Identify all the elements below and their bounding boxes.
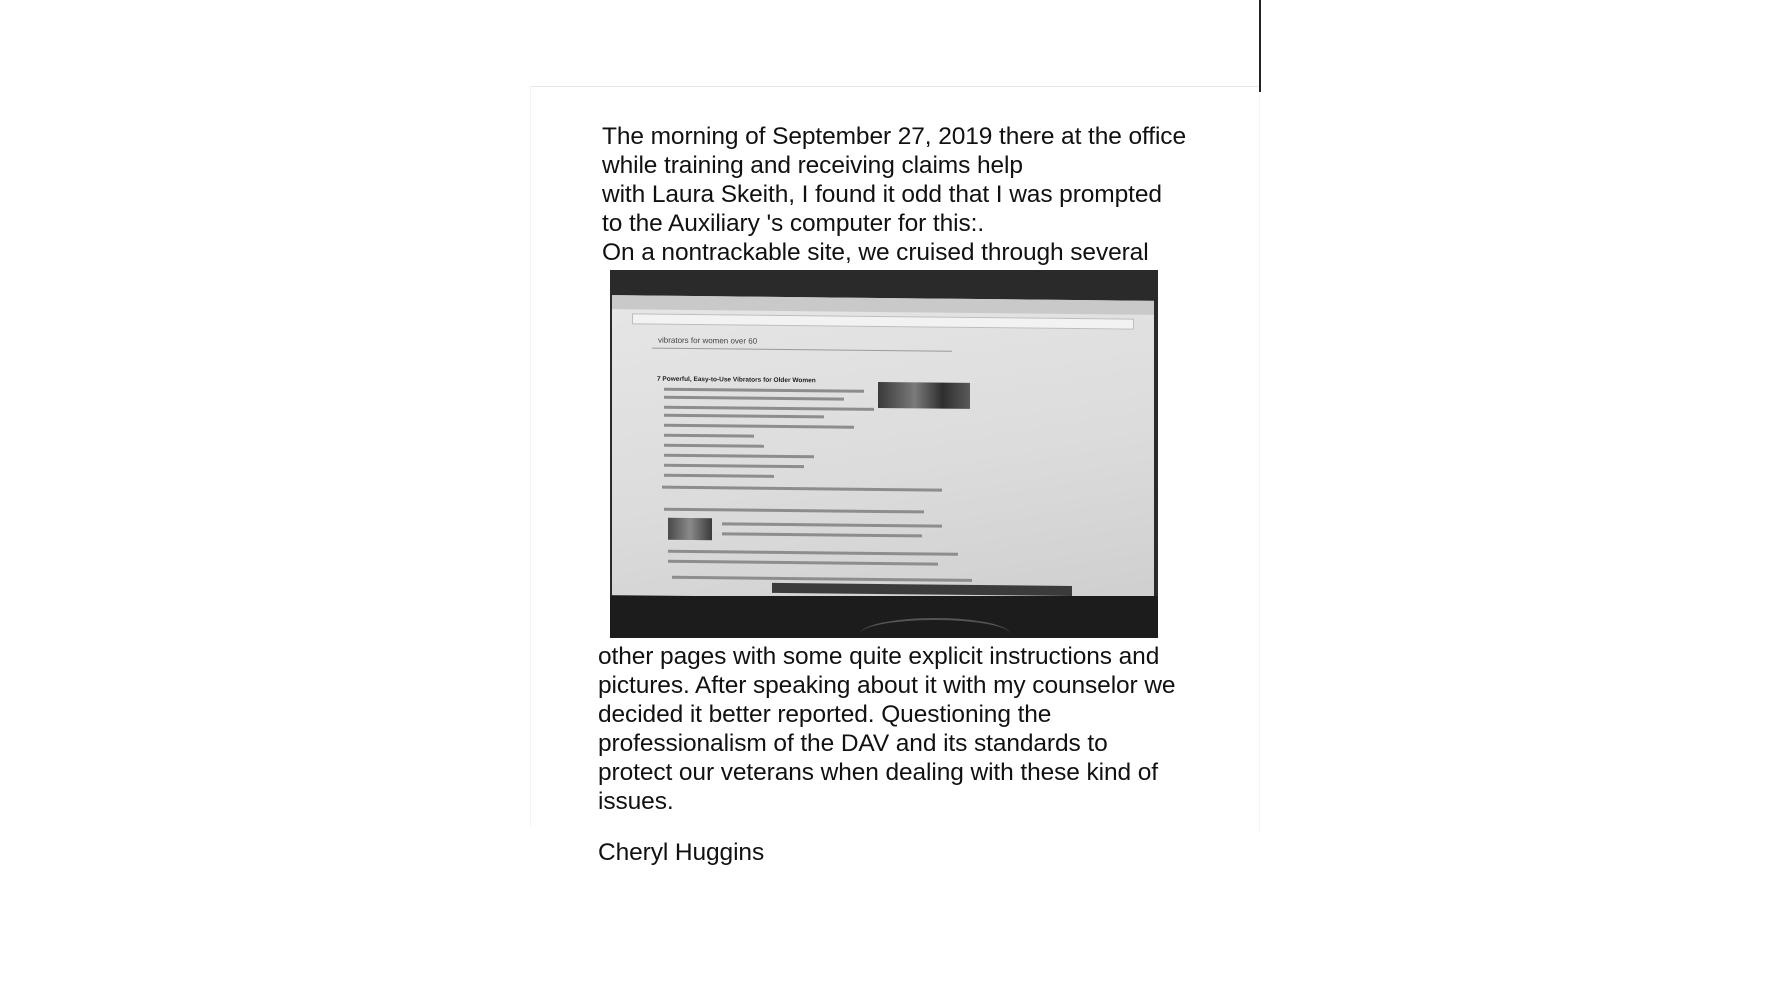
letter-opening-paragraph: [602, 122, 1186, 267]
result-line: [722, 532, 922, 537]
result-line: [668, 560, 938, 566]
result-line: [662, 486, 942, 492]
letter-line: protect our veterans when dealing with these kind of: [598, 759, 1158, 786]
windows-taskbar: [772, 583, 1072, 596]
result-line: [664, 454, 814, 459]
letter-line: On a nontrackable site, we cruised through several: [602, 239, 1149, 266]
monitor-photo: [610, 270, 1158, 638]
search-result-heading: 7 Powerful, Easy-to-Use Vibrators for Older Women: [657, 375, 816, 385]
result-line: [668, 550, 958, 556]
result-line: [722, 522, 942, 527]
browser-url-bar: [632, 313, 1134, 329]
monitor-screen: [612, 295, 1154, 601]
result-thumbnail: [878, 382, 970, 409]
result-line: [664, 474, 774, 478]
result-line: [664, 444, 764, 448]
result-line: [664, 508, 924, 514]
result-thumbnail: [668, 518, 712, 540]
letter-line: issues.: [598, 788, 674, 815]
result-line: [664, 464, 804, 468]
letter-line: while training and receiving claims help: [602, 152, 1023, 179]
letter-line: pictures. After speaking about it with my counselor we: [598, 672, 1176, 699]
search-query-text: vibrators for women over 60: [658, 335, 758, 346]
browser-tab-bar: [612, 295, 1154, 315]
result-line: [664, 396, 844, 401]
letter-line: The morning of September 27, 2019 there at the office: [602, 123, 1186, 150]
result-line: [672, 576, 972, 582]
page-left-edge: [530, 86, 531, 826]
page-top-edge: [530, 86, 1260, 87]
page-right-edge: [1259, 92, 1260, 832]
result-line: [664, 414, 824, 419]
signature-name: Cheryl Huggins: [598, 839, 765, 866]
letter-line: other pages with some quite explicit instructions and: [598, 643, 1160, 670]
result-line: [664, 424, 854, 429]
page-right-edge-line: [1259, 0, 1261, 92]
letter-line: with Laura Skeith, I found it odd that I was prompted: [602, 181, 1162, 208]
letter-line: professionalism of the DAV and its standards to: [598, 730, 1108, 757]
result-line: [664, 406, 874, 411]
letter-line: decided it better reported. Questioning the: [598, 701, 1052, 728]
letter-line: to the Auxiliary 's computer for this:.: [602, 210, 985, 237]
result-line: [664, 434, 754, 438]
result-line: [664, 388, 864, 393]
letter-closing-paragraph: [598, 642, 1175, 816]
